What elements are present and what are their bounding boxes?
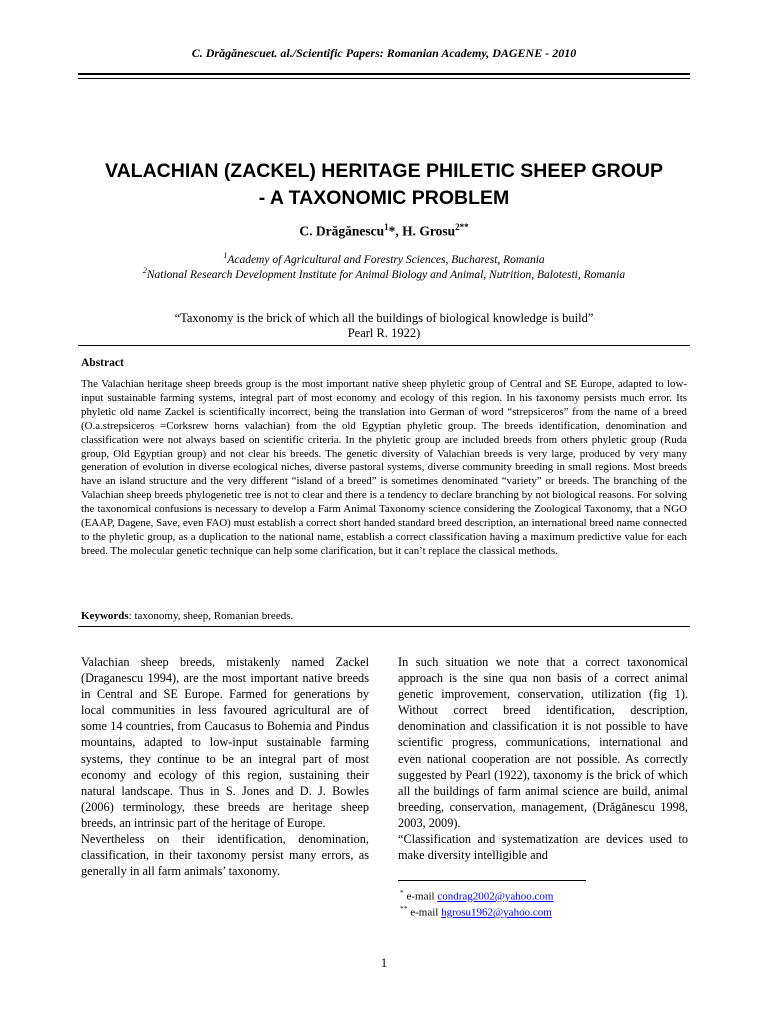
abstract-heading: Abstract [81, 357, 124, 369]
title-line-1: VALACHIAN (ZACKEL) HERITAGE PHILETIC SHEEP GROUP [105, 160, 663, 182]
epigraph [0, 311, 768, 341]
footnote-2-label: e-mail [407, 906, 442, 919]
email-link-2[interactable]: hgrosu1962@yahoo.com [441, 906, 552, 919]
footnote-2 [400, 904, 552, 919]
abstract-bottom-rule [78, 626, 690, 627]
header-rule-thin [78, 78, 690, 79]
body-paragraph: Nevertheless on their identification, denomination, classification, in their taxonomy persist many errors, as generally in all farm animals’ taxonomy. [81, 832, 369, 879]
body-paragraph: “Classification and systematization are devices used to make diversity intelligible and [398, 832, 688, 863]
footnote-rule [398, 880, 586, 881]
keywords-text: : taxonomy, sheep, Romanian breeds. [128, 610, 294, 622]
author-1-affil-mark: 1 [384, 222, 389, 232]
abstract-text: The Valachian heritage sheep breeds group is the most important native sheep phyletic group of Central and SE Europe, adapted to low-input sustainable farming systems, integral part of most economy and ecology of this region. In his taxonomy persists much error. Its phyletic old name Zackel is scientifically incorrect, being the translation into German of word “strepsiceros” from the name of a breed (O.a.strepsiceros =Corksrew horns valachian) from the old Egyptian phyletic group. The breeds identification, denomination and classification were not always based on scientific criteria. In the phyletic group are included breeds from others phyletic group (Ruda group, Old Egyptian group) and not clear his breeds. The genetic diversity of Valachian breeds is very large, produced by very many generation of evolution in diverse ecological niches, diverse pastoral systems, diverse community breeding in small regions. Most breeds have an island structure and the very different “island of a breed” is sometimes denominated “variety” or breeds. The branching of the Valachian sheep breeds phylogenetic tree is not to clear and there is a tendency to declare branching by not biological reasons. For solving the taxonomical confusions is necessary to develop a Farm Animal Taxonomy science considering the Zoological Taxonomy, that a NGO (EAAP, Dagene, Save, even FAO) must establish a correct short handed standard breed description, an international breed name connected to the phyletic group, as a duplication to the national name, establish a correct classification having a maximum predictive value for each breed. The molecular genetic technique can help some clarification, but it can’t replace the classical methods. [81, 378, 687, 557]
keywords-label: Keywords [81, 610, 129, 622]
author-2-affil-mark: 2** [455, 222, 469, 232]
page-number: 1 [380, 956, 388, 970]
keywords [81, 610, 293, 622]
affiliation-1-number: 1 [223, 251, 228, 260]
author-list [0, 222, 768, 240]
footnote-1-label: e-mail [403, 890, 438, 903]
body-paragraph: Valachian sheep breeds, mistakenly named Zackel (Draganescu 1994), are the most important native breeds in Central and SE Europe. Farmed for generations by local communities in less favoured agricultural are of some 14 countries, from Caucasus to Bohemia and Pindus mountains, adapted to low-input sustainable farming systems, they continue to be an integral part of most economy and ecology of this region, sustaining their natural landscape. Thus in S. Jones and D. J. Bowles (2006) terminology, these breeds are heritage sheep breeds, an intrinsic part of the heritage of Europe. [81, 655, 369, 830]
epigraph-quote: “Taxonomy is the brick of which all the buildings of biological knowledge is build” [174, 311, 594, 325]
email-link-1[interactable]: condrag2002@yahoo.com [437, 890, 554, 903]
affiliation-1-text: Academy of Agricultural and Forestry Sciences, Bucharest, Romania [227, 253, 545, 266]
abstract-top-rule [78, 345, 690, 346]
footnote-1 [400, 888, 554, 903]
affiliation-2-number: 2 [142, 266, 147, 275]
affiliation-1 [0, 251, 768, 266]
header-rule-thick [78, 73, 690, 75]
affiliation-2-text: National Research Development Institute for Animal Biology and Animal, Nutrition, Balotesti, Romania [146, 268, 626, 281]
body-paragraph: In such situation we note that a correct taxonomical approach is the sine qua non basis of a correct animal genetic improvement, conservation, utilization (fig 1). Without correct breed identification, description, denomination and classification it is not possible to have scientific progress, communications, international and even national cooperation are not possible. As correctly suggested by Pearl (1922), taxonomy is the brick of which all the buildings of farm animal science are build, animal breeding, conservation, management, (Drăgănescu 1998, 2003, 2009). [398, 655, 688, 830]
footnote-2-mark: ** [400, 904, 408, 913]
paper-title [60, 158, 708, 212]
body-column-right [398, 654, 688, 863]
epigraph-source: Pearl R. 1922) [347, 326, 421, 340]
author-1-mark: *, [388, 223, 403, 239]
body-column-left [81, 654, 369, 879]
affiliation-2 [0, 266, 768, 281]
author-1-name: C. Drăgănescu [299, 223, 385, 239]
running-header: C. Drăgănescuet. al./Scientific Papers: Romanian Academy, DAGENE - 2010 [191, 46, 577, 60]
author-2-name: H. Grosu [402, 223, 456, 239]
footnote-1-mark: * [400, 888, 404, 897]
title-line-2: - A TAXONOMIC PROBLEM [258, 187, 510, 209]
